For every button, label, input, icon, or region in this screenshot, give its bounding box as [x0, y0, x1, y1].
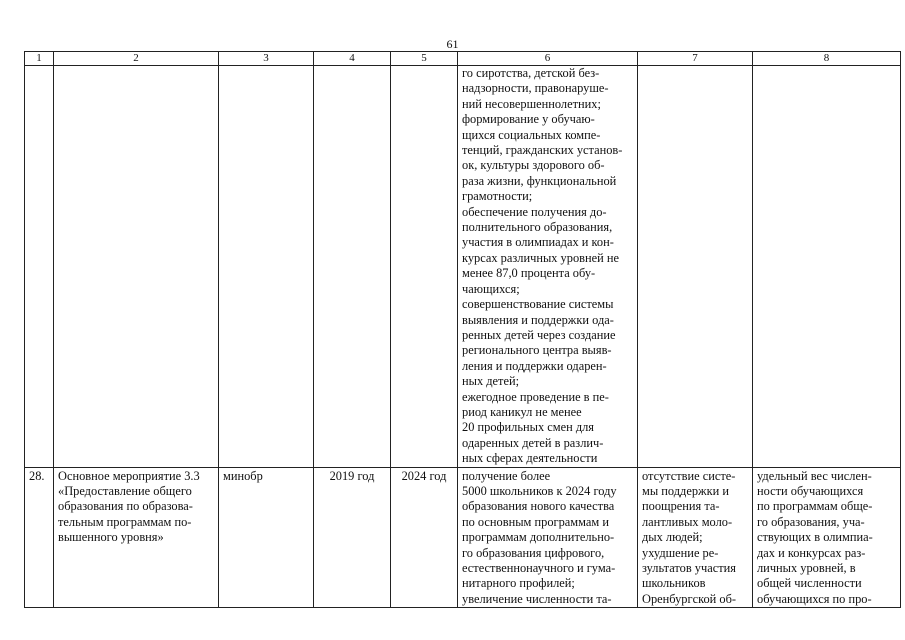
page-number: 61: [446, 37, 459, 51]
expected-results-cell: получение более 5000 школьников к 2024 году образования нового качества по основным программам и программам дополнительно- го образования цифрового, естественнонаучного и гума- нитарного профилей; увеличение численности та-: [458, 467, 638, 608]
column-number: 3: [219, 52, 314, 66]
table-row: [25, 467, 901, 608]
end-year-cell: 2024 год: [391, 467, 458, 608]
table-cell: [54, 66, 219, 468]
consequences-cell: отсутствие систе- мы поддержки и поощрения та- лантливых моло- дых людей; ухудшение ре- зультатов участия школьников Оренбургской об-: [638, 467, 753, 608]
column-number: 8: [753, 52, 901, 66]
program-table: [24, 51, 901, 608]
column-number: 7: [638, 52, 753, 66]
table-cell: [314, 66, 391, 468]
table-cell: [638, 66, 753, 468]
column-number: 6: [458, 52, 638, 66]
table-cell: [753, 66, 901, 468]
column-number: 4: [314, 52, 391, 66]
table-cell: [219, 66, 314, 468]
column-number-row: [25, 52, 901, 66]
table-cell: [25, 66, 54, 468]
table-row: [25, 66, 901, 468]
start-year-cell: 2019 год: [314, 467, 391, 608]
executor-cell: минобр: [219, 467, 314, 608]
column-number: 2: [54, 52, 219, 66]
table-cell: [391, 66, 458, 468]
row-number: 28.: [25, 467, 54, 608]
column-number: 5: [391, 52, 458, 66]
expected-results-cell: го сиротства, детской без- надзорности, правонаруше- ний несовершеннолетних; формирование у обучаю- щихся социальных компе- тенций, гражданских установ- ок, культуры здорового об- раза жизни, функциональной грамотности; обеспечение получения до- полнительного образования, участия в олимпиадах и кон- курсах различных уровней не менее 87,0 процента обу- чающихся; совершенствование системы выявления и поддержки ода- ренных детей через создание регионального центра выяв- ления и поддержки одарен- ных детей; ежегодное проведение в пе- риод каникул не менее 20 профильных смен для одаренных детей в различ- ных сферах деятельности: [458, 66, 638, 468]
column-number: 1: [25, 52, 54, 66]
indicator-cell: удельный вес числен- ности обучающихся по программам обще- го образования, уча- ствующих в олимпиа- дах и конкурсах раз- личных уровней, в общей численности обучающихся по про-: [753, 467, 901, 608]
event-name-cell: Основное мероприятие 3.3 «Предоставление общего образования по образова- тельным программам по- вышенного уровня»: [54, 467, 219, 608]
